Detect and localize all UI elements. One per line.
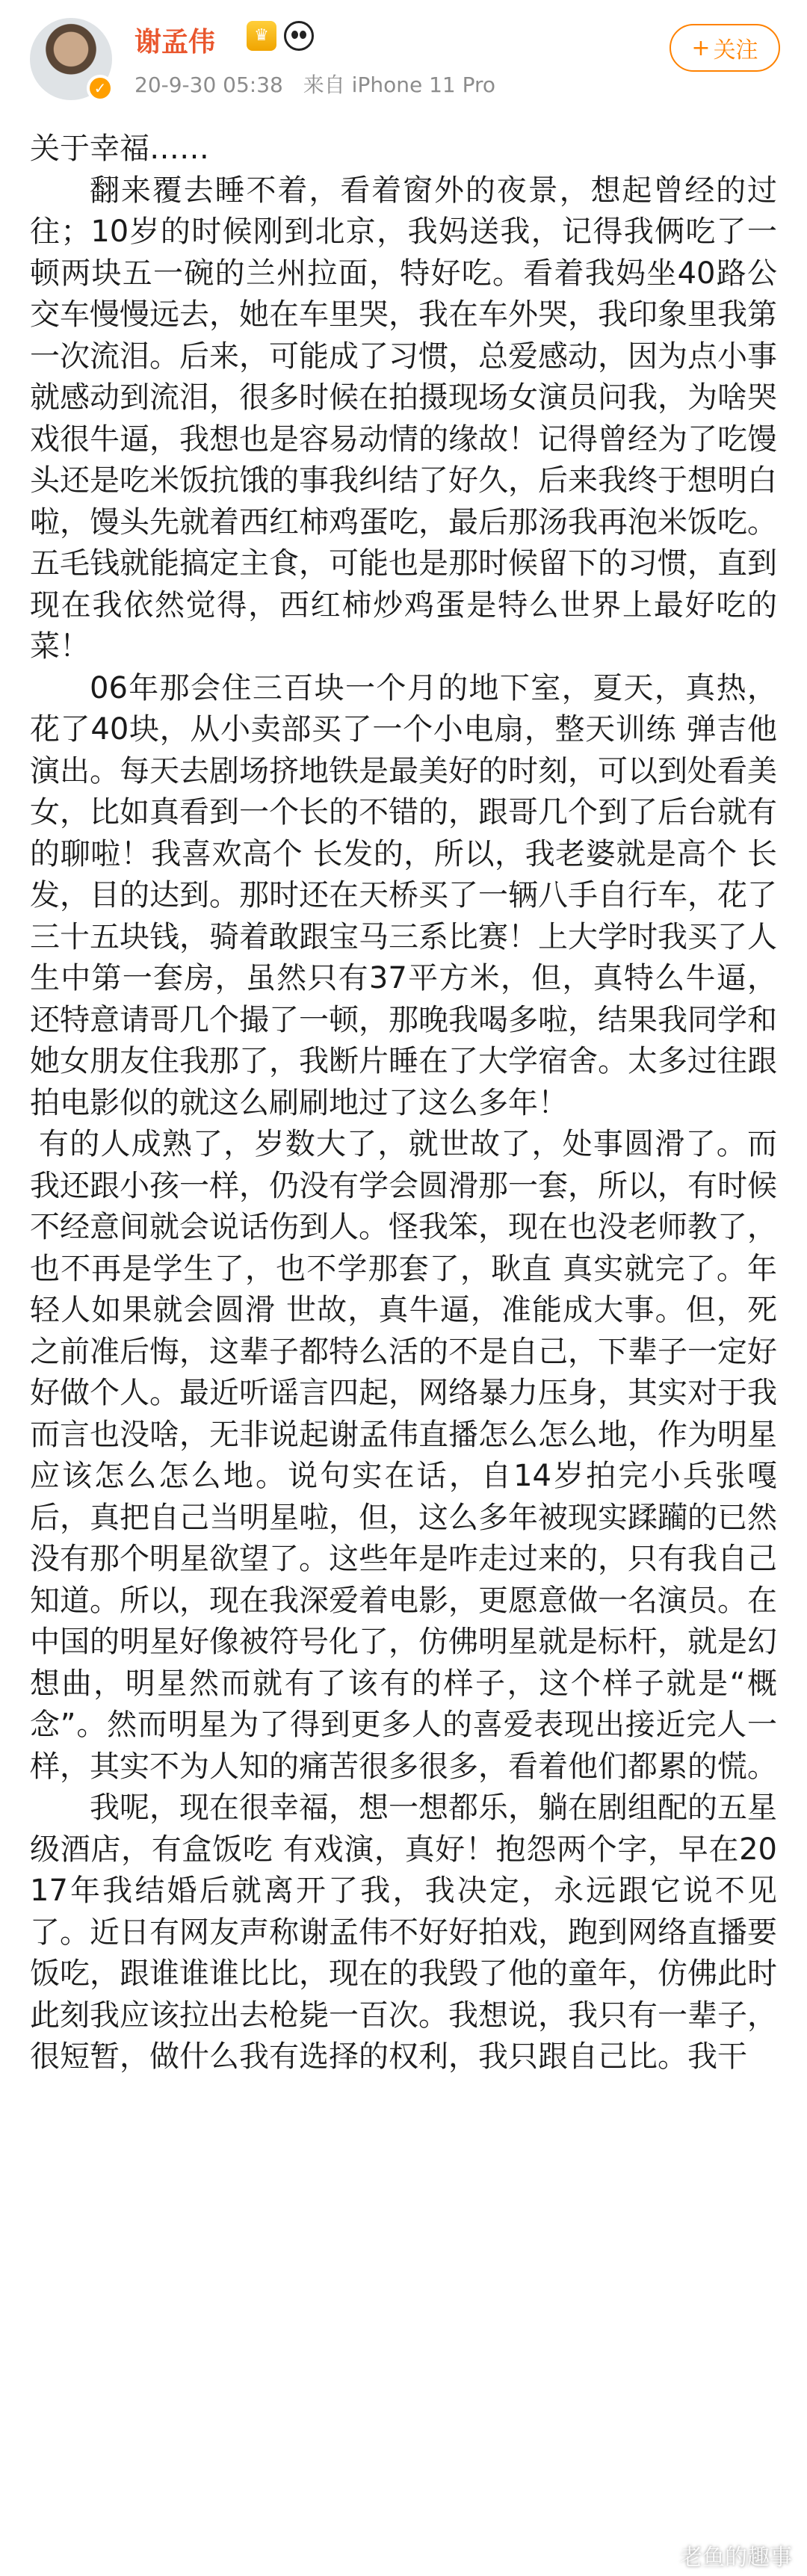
author-badges [247, 21, 314, 51]
avatar-container[interactable] [30, 18, 112, 100]
watermark: 老鱼的趣事 [680, 2545, 792, 2571]
plus-icon: + [691, 34, 711, 61]
panda-icon [284, 21, 314, 51]
post-source: 来自 iPhone 11 Pro [303, 72, 496, 97]
post-paragraph-2: 06年那会住三百块一个月的地下室，夏天，真热，花了40块，从小卖部买了一个小电扇，整天训练 弹吉他 演出。每天去剧场挤地铁是最美好的时刻，可以到处看美女，比如真看到一个长的不错的，跟哥几个到了后台就有的聊啦！我喜欢高个 长发的，所以，我老婆就是高个 长发，目的达到。那时还在天桥买了一辆八手自行车，花了三十五块钱，骑着敢跟宝马三系比赛！上大学时我买了人生中第一套房，虽然只有37平方米，但，真特么牛逼，还特意请哥几个撮了一顿，那晚我喝多啦，结果我同学和她女朋友住我那了，我断片睡在了大学宿舍。太多过往跟拍电影似的就这么刷刷地过了这么多年！ [30, 670, 777, 1120]
post-paragraph-1: 翻来覆去睡不着，看着窗外的夜景，想起曾经的过往；10岁的时候刚到北京，我妈送我，记得我俩吃了一顿两块五一碗的兰州拉面，特好吃。看着我妈坐40路公交车慢慢远去，她在车里哭，我在车外哭，我印象里我第一次流泪。后来，可能成了习惯，总爱感动，因为点小事就感动到流泪，很多时候在拍摄现场女演员问我，为啥哭戏很牛逼，我想也是容易动情的缘故！记得曾经为了吃馒头还是吃米饭抗饿的事我纠结了好久，后来我终于想明白啦，馒头先就着西红柿鸡蛋吃，最后那汤我再泡米饭吃。五毛钱就能搞定主食，可能也是那时候留下的习惯，直到现在我依然觉得，西红柿炒鸡蛋是特么世界上最好吃的菜！ [30, 173, 777, 664]
vip-crown-icon[interactable]: ♛ [247, 21, 276, 51]
post-body [30, 129, 777, 2078]
post-paragraph-4: 我呢，现在很幸福，想一想都乐，躺在剧组配的五星级酒店，有盒饭吃 有戏演，真好！抱怨两个字，早在2017年我结婚后就离开了我，我决定，永远跟它说不见了。近日有网友声称谢孟伟不好好拍戏，跑到网络直播要饭吃，跟谁谁谁比比，现在的我毁了他的童年，仿佛此时此刻我应该拉出去枪毙一百次。我想说，我只有一辈子，很短暂，做什么我有选择的权利，我只跟自己比。我干 [30, 1791, 777, 2074]
post-title-line: 关于幸福…… [30, 132, 209, 166]
verified-badge-icon: ✓ [87, 75, 114, 102]
post-header [0, 0, 807, 112]
author-name[interactable]: 谢孟伟 [134, 27, 216, 58]
post-timestamp: 20-9-30 05:38 [134, 72, 283, 97]
follow-button[interactable] [670, 24, 780, 72]
post-meta [134, 69, 495, 99]
post-paragraph-3: 有的人成熟了，岁数大了，就世故了，处事圆滑了。而我还跟小孩一样，仍没有学会圆滑那一套，所以，有时候不经意间就会说话伤到人。怪我笨，现在也没老师教了，也不再是学生了，也不学那套了，耿直 真实就完了。年轻人如果就会圆滑 世故，真牛逼，准能成大事。但，死之前准后悔，这辈子都特么活的不是自己，下辈子一定好好做个人。最近听谣言四起，网络暴力压身，其实对于我而言也没啥，无非说起谢孟伟直播怎么怎么地，作为明星应该怎么怎么地。说句实在话，自14岁拍完小兵张嘎后，真把自己当明星啦，但，这么多年被现实蹂躏的已然没有那个明星欲望了。这些年是咋走过来的，只有我自己知道。所以，现在我深爱着电影，更愿意做一名演员。在中国的明星好像被符号化了，仿佛明星就是标杆，就是幻想曲，明星然而就有了该有的样子，这个样子就是“概念”。然而明星为了得到更多人的喜爱表现出接近完人一样，其实不为人知的痛苦很多很多，看着他们都累的慌。 [30, 1127, 777, 1784]
follow-label: 关注 [713, 37, 758, 64]
